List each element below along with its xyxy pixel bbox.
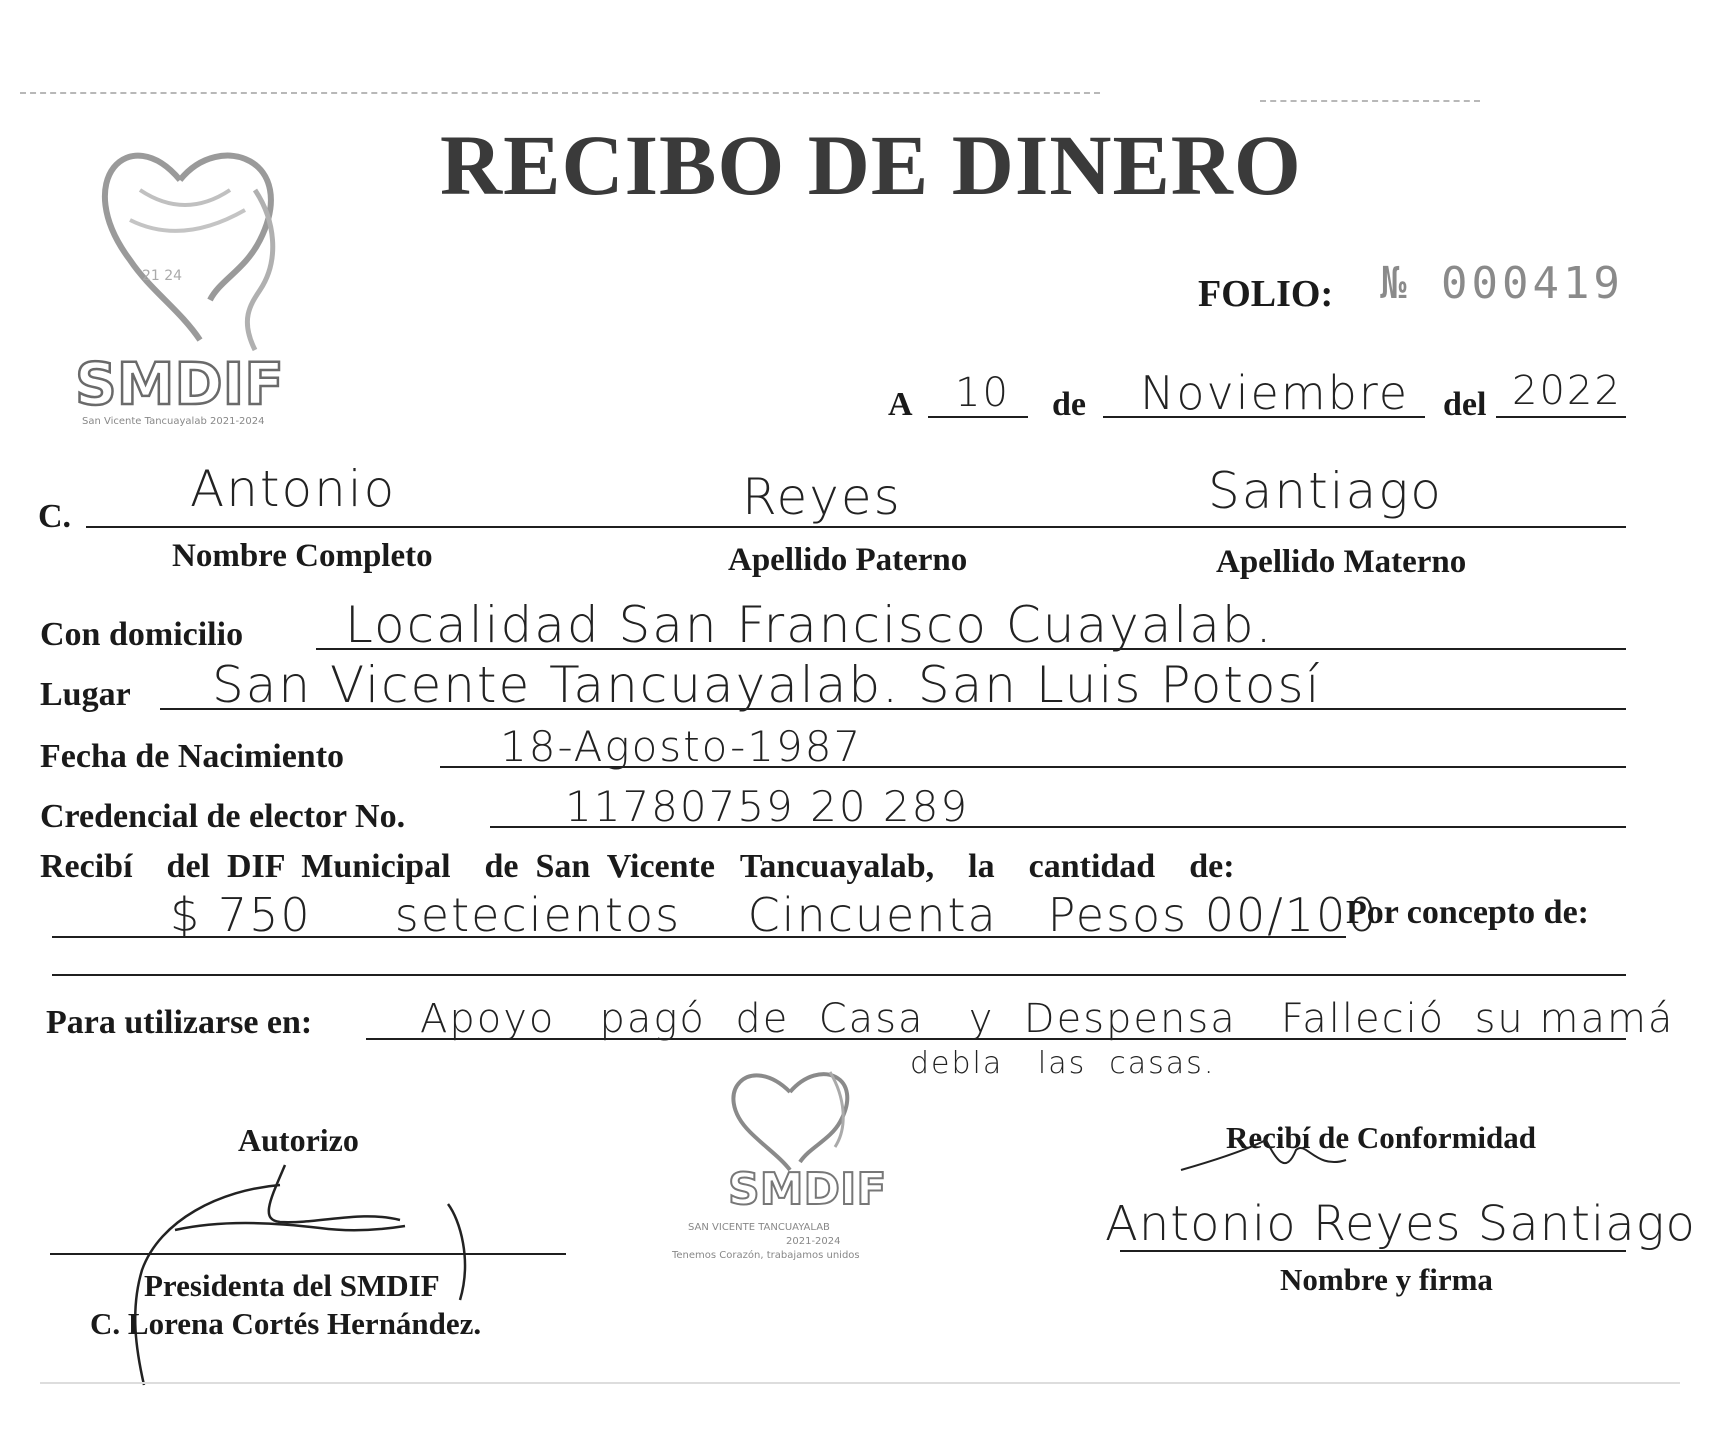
person-nombre: Antonio	[190, 460, 397, 518]
nombre-label: Nombre Completo	[172, 538, 433, 574]
autorizo-name: C. Lorena Cortés Hernández.	[90, 1306, 482, 1341]
concepto-line	[52, 974, 1626, 976]
date-del: del	[1443, 386, 1487, 423]
domicilio-label: Con domicilio	[40, 616, 244, 653]
nacimiento-value: 18-Agosto-1987	[500, 722, 863, 771]
folio-number: № 000419	[1380, 258, 1624, 309]
date-prefix: A	[888, 386, 913, 423]
stamp-line1: SAN VICENTE TANCUAYALAB	[688, 1222, 830, 1233]
uso-line1: Apoyo pagó de Casa y Despensa Falleció su mamá	[420, 996, 1675, 1042]
date-day: 10	[955, 370, 1010, 416]
autorizo-role: Presidenta del SMDIF	[144, 1268, 440, 1303]
top-edge-dashes-right	[1260, 100, 1480, 102]
paterno-label: Apellido Paterno	[728, 542, 968, 578]
conformidad-signature	[1176, 1130, 1376, 1190]
page-title: RECIBO DE DINERO	[440, 117, 1302, 213]
date-year: 2022	[1512, 368, 1622, 414]
nacimiento-label: Fecha de Nacimiento	[40, 738, 345, 775]
concepto-label: Por concepto de:	[1346, 894, 1589, 931]
date-year-line	[1496, 416, 1626, 418]
stamp-line2: 2021-2024	[786, 1236, 841, 1247]
autorizo-line	[50, 1253, 566, 1255]
heart-face-icon	[70, 120, 310, 360]
credencial-label: Credencial de elector No.	[40, 798, 406, 835]
name-line	[86, 526, 1626, 528]
conformidad-signer: Antonio Reyes Santiago	[1105, 1196, 1696, 1252]
stamp-heart-icon	[670, 1052, 940, 1172]
conformidad-label: Recibí de Conformidad	[1226, 1120, 1536, 1155]
date-de: de	[1052, 386, 1086, 423]
logo-subtitle: San Vicente Tancuayalab 2021-2024	[82, 416, 265, 427]
bottom-edge	[40, 1382, 1680, 1384]
smdif-stamp	[670, 1052, 940, 1282]
uso-line2: debla las casas.	[910, 1046, 1216, 1081]
credencial-value: 11780759 20 289	[565, 782, 970, 831]
domicilio-value: Localidad San Francisco Cuayalab.	[345, 596, 1274, 654]
stamp-name: SMDIF	[728, 1164, 887, 1215]
date-month: Noviembre	[1140, 366, 1410, 420]
stamp-line3: Tenemos Corazón, trabajamos unidos	[672, 1250, 860, 1261]
svg-text:21 24: 21 24	[142, 268, 183, 284]
autorizo-label: Autorizo	[238, 1122, 359, 1158]
lugar-label: Lugar	[40, 676, 131, 713]
recibi-text: Recibí del DIF Municipal de San Vicente Tancuayalab, la cantidad de:	[40, 848, 1235, 885]
lugar-value: San Vicente Tancuayalab. San Luis Potosí	[212, 656, 1322, 714]
conformidad-footer: Nombre y firma	[1280, 1262, 1493, 1297]
date-day-line	[928, 416, 1028, 418]
materno-label: Apellido Materno	[1216, 544, 1467, 580]
smdif-logo	[70, 120, 310, 430]
uso-label: Para utilizarse en:	[46, 1004, 313, 1041]
person-paterno: Reyes	[742, 468, 902, 526]
person-materno: Santiago	[1208, 462, 1443, 520]
folio-label: FOLIO:	[1198, 273, 1334, 315]
cantidad-value: $ 750 setecientos Cincuenta Pesos 00/100	[170, 888, 1379, 942]
person-prefix: C.	[38, 498, 72, 535]
top-edge-dashes	[20, 92, 1100, 94]
logo-name: SMDIF	[75, 350, 284, 418]
